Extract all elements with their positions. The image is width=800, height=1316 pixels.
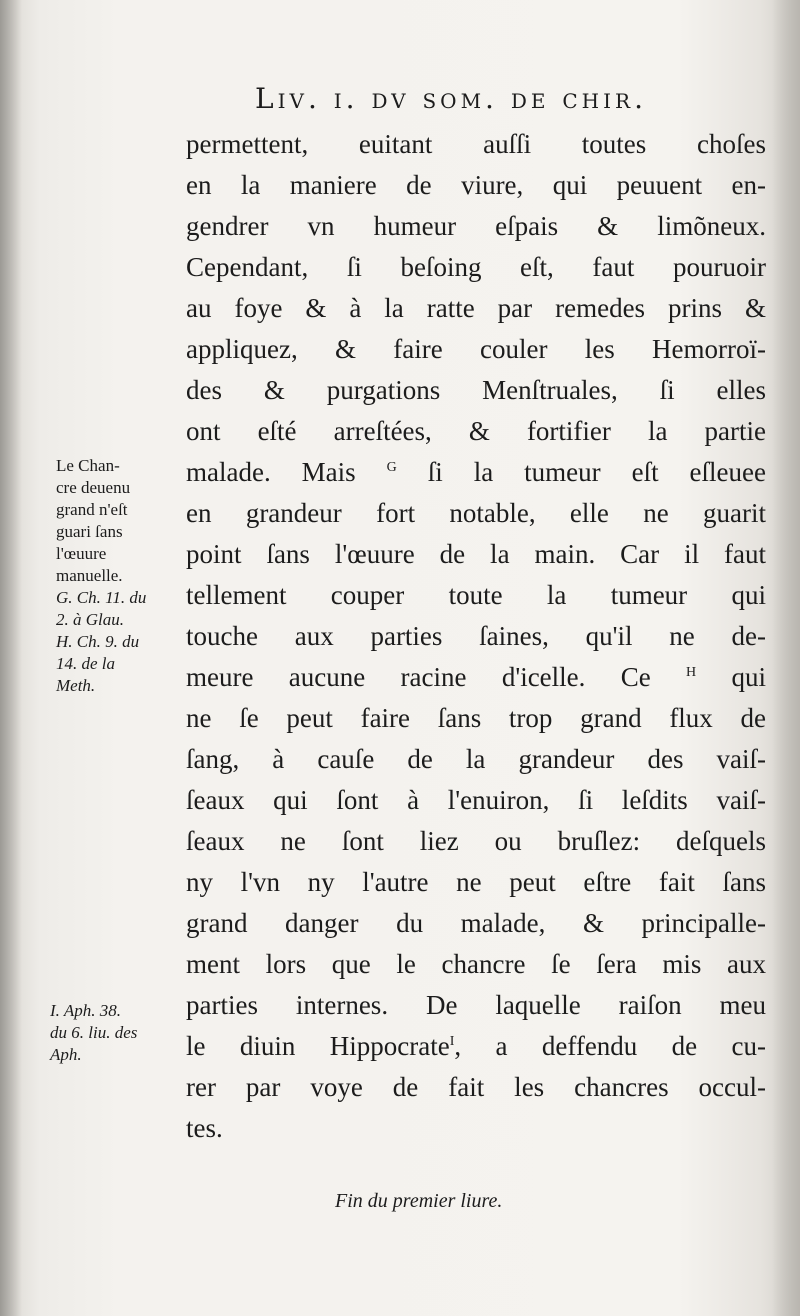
margin-note-line: guari ſans xyxy=(56,522,123,541)
running-header: Liv. i. dv som. de chir. xyxy=(255,82,647,115)
margin-ref-line: I. Aph. 38. xyxy=(50,1001,121,1020)
text-line xyxy=(186,493,766,534)
text-line: ny l'vn ny l'autre ne peut eſtre fait ſans xyxy=(186,867,766,897)
margin-ref-line: H. Ch. 9. du xyxy=(56,632,140,651)
margin-ref-line: 14. de la xyxy=(56,654,116,673)
note-marker: I xyxy=(449,1034,455,1049)
text-fragment: malade. Mais xyxy=(186,457,356,487)
text-line: rer par voye de fait les chancres occul- xyxy=(186,1072,766,1102)
margin-ref-line: G. Ch. 11. du xyxy=(56,588,147,607)
margin-ref-line: du 6. liu. des xyxy=(50,1023,138,1042)
text-line: ont eſté arreſtées, & fortifier la partie xyxy=(186,416,766,446)
book-end-line: Fin du premier liure. xyxy=(335,1190,503,1212)
text-line: appliquez, & faire couler les Hemorroï- xyxy=(186,334,766,364)
margin-note-line: manuelle. xyxy=(56,566,123,585)
text-line xyxy=(186,1026,766,1067)
text-fragment: ſi la tumeur eſt eſleuee xyxy=(427,457,766,487)
text-fragment: le diuin Hippocrate xyxy=(186,1031,450,1061)
main-text xyxy=(186,124,766,1149)
text-line: grand danger du malade, & principalle- xyxy=(186,908,766,938)
note-marker: H xyxy=(686,665,697,680)
text-line: gendrer vn humeur eſpais & limõneux. xyxy=(186,211,766,241)
text-line: ne ſe peut faire ſans trop grand flux de xyxy=(186,703,766,733)
margin-ref-line: 2. à Glau. xyxy=(56,610,124,629)
margin-note-line: Le Chan- xyxy=(56,456,120,475)
margin-note-line: cre deuenu xyxy=(56,478,131,497)
text-line: au foye & à la ratte par remedes prins & xyxy=(186,293,766,323)
margin-note-line: l'œuure xyxy=(56,544,107,563)
text-line: tes. xyxy=(186,1113,223,1143)
text-fragment: meure aucune racine d'icelle. Ce xyxy=(186,662,651,692)
text-line: des & purgations Menſtruales, ſi elles xyxy=(186,375,766,405)
text-fragment: qui xyxy=(731,662,767,692)
text-line: permettent, euitant auſſi toutes choſes xyxy=(186,129,766,159)
text-line: en la maniere de viure, qui peuuent en- xyxy=(186,170,766,200)
text-line: ſeaux ne ſont liez ou bruſlez: deſquels xyxy=(186,826,766,856)
note-marker: G xyxy=(386,460,397,475)
text-line: touche aux parties ſaines, qu'il ne de- xyxy=(186,621,766,651)
text-line xyxy=(186,452,766,493)
margin-ref-line: Meth. xyxy=(56,676,96,695)
margin-notes xyxy=(56,455,184,697)
text-line: Cependant, ſi beſoing eſt, faut pouruoir xyxy=(186,252,766,282)
text-line: parties internes. De laquelle raiſon meu xyxy=(186,990,766,1020)
text-fragment: , a deffendu de cu- xyxy=(454,1031,767,1061)
text-line: tellement couper toute la tumeur qui xyxy=(186,580,766,610)
gutter-shadow xyxy=(0,0,22,1316)
text-line: ſeaux qui ſont à l'enuiron, ſi leſdits vaiſ- xyxy=(186,785,766,815)
margin-ref-line: Aph. xyxy=(50,1045,82,1064)
text-line: ment lors que le chancre ſe ſera mis aux xyxy=(186,949,766,979)
text-line: point ſans l'œuure de la main. Car il faut xyxy=(186,539,766,569)
text-fragment: en xyxy=(186,498,212,528)
page-edge xyxy=(772,0,800,1316)
text-fragment: grandeur fort notable, elle ne guarit xyxy=(245,498,767,528)
margin-note-line: grand n'eſt xyxy=(56,500,128,519)
margin-notes-aph xyxy=(50,1000,180,1066)
text-line: ſang, à cauſe de la grandeur des vaiſ- xyxy=(186,744,766,774)
text-line xyxy=(186,657,766,698)
